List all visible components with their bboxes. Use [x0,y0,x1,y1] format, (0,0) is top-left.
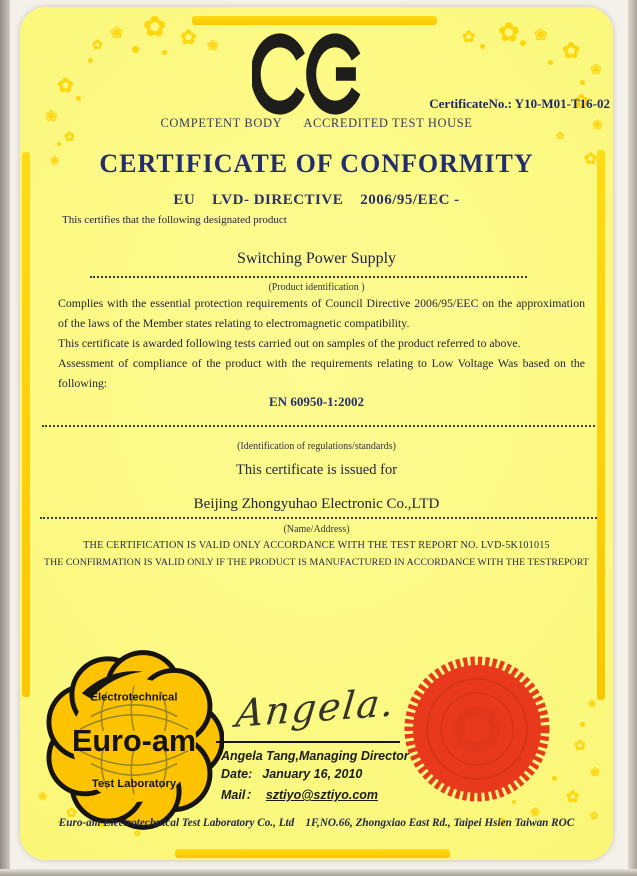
gold-bar-left [22,152,30,697]
flower-icon [143,14,166,42]
flower-icon [462,30,475,46]
product-caption: (Product identification ) [268,282,365,293]
issuer-address-line: Euro-am Electrotechnical Test Laboratory Co., Ltd 1F,NO.66, Zhongxiao East Rd., Taipei Hsien Taiwan ROC [58,817,575,829]
flower-icon [590,766,600,778]
flower-icon [534,28,547,44]
flower-icon [566,790,579,806]
badge-name: Euro-am [71,723,197,758]
certificate-number: CertificateNo.: Y10-M01-T16-02 [429,96,610,111]
ce-mark-logo [252,30,374,118]
signature-line [216,741,400,743]
badge-top-text: Electrotechnical [90,691,178,704]
product-name: Switching Power Supply [236,250,397,267]
flower-icon [588,700,596,710]
intro-text: This certifies that the following designated product [62,214,287,226]
dot-decoration [88,58,93,63]
standards-caption: (Identification of regulations/standards) [237,441,396,452]
paragraph: Complies with the essential protection requirements of Council Directive 2006/95/EEC on the approximation of the laws of the Member states relating to electromagnetic compatibility. [58,296,585,330]
paragraph: This certificate is awarded following tests carried out on samples of the product referred to above. [58,336,521,350]
scan-edge-bottom [0,869,637,876]
dotted-rule-company [40,517,597,519]
flower-icon [180,28,197,48]
dot-decoration [480,44,485,49]
flower-icon [574,740,586,754]
euro-am-seal [44,650,224,830]
red-seal [397,649,557,809]
mail-value: sztiyo@sztiyo.com [265,788,379,802]
paragraph: Assessment of compliance of the product with the requirements relating to Low Voltage Was based on the following: [58,356,585,390]
dot-decoration [162,50,167,55]
dot-decoration [132,46,139,53]
flower-icon [556,132,564,142]
scan-edge-left [0,0,10,876]
signature-mail-row [221,785,378,803]
flower-icon [57,76,74,96]
body-paragraphs [58,293,585,393]
signer-name-title: Angela Tang,Managing Director [221,749,409,763]
scan-edge-right [628,0,637,876]
mail-label: Mail： [221,788,258,802]
gold-bar-top [192,16,437,25]
dot-decoration [580,80,585,85]
dot-decoration [548,60,553,65]
flower-icon [562,40,580,62]
competent-body-line: COMPETENT BODY ACCREDITED TEST HOUSE [160,116,473,130]
dotted-rule-product [90,276,527,278]
dot-decoration [57,142,61,146]
standard-code: EN 60950-1:2002 [269,394,364,409]
company-caption: (Name/Address) [283,524,350,535]
dot-decoration [76,96,81,101]
flower-icon [110,26,123,42]
date-label: Date: [221,767,253,781]
flower-icon [207,40,219,54]
issued-for-label: This certificate is issued for [235,462,398,478]
dot-decoration [520,40,526,46]
validity-line-1: THE CERTIFICATION IS VALID ONLY ACCORDANCE WITH THE TEST REPORT NO. LVD-5K101015 [83,540,550,551]
gold-bar-right [597,150,605,700]
signature-date-row [221,767,362,781]
certificate-title: CERTIFICATE OF CONFORMITY [99,149,534,178]
flower-icon [590,64,602,78]
date-value: January 16, 2010 [262,767,363,781]
directive-line: EU LVD- DIRECTIVE 2006/95/EEC - [173,192,460,208]
flower-icon [64,130,75,143]
badge-bottom-text: Test Laboratory [91,777,177,790]
flower-icon [92,38,103,51]
validity-line-2: THE CONFIRMATION IS VALID ONLY IF THE PRODUCT IS MANUFACTURED IN ACCORDANCE WITH THE TESTREPORT [44,557,589,568]
gold-bar-bottom [175,849,450,858]
flower-icon [134,830,141,838]
signature-script: Angela. [233,680,398,736]
dot-decoration [580,722,585,727]
dotted-rule-standards [42,425,595,427]
flower-icon [498,20,520,46]
company-name: Beijing Zhongyuhao Electronic Co.,LTD [193,496,440,512]
